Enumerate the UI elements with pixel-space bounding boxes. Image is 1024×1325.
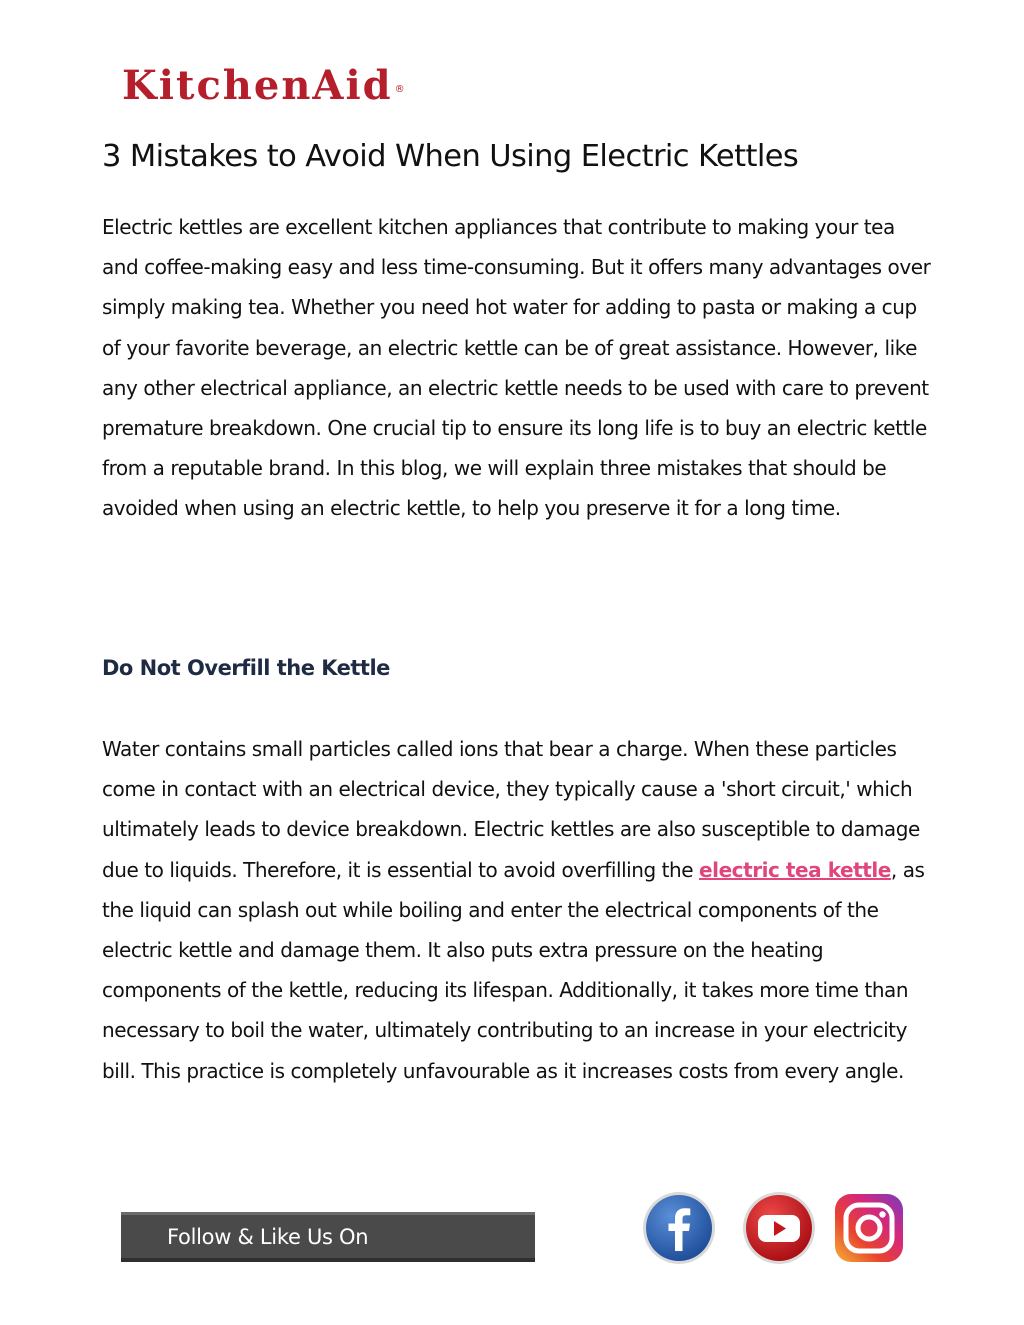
section-heading-overfill: Do Not Overfill the Kettle [102, 656, 390, 680]
body-text-before-link: Water contains small particles called ions that bear a charge. When these particles come in contact with an electrical device, they typically cause a 'short circuit,' which ultimately leads to device breakdown. Electric kettles are also susceptible to damage due to liquids. Therefore, it is essential to avoid overfilling the [102, 737, 920, 882]
body-text-after-link: , as the liquid can splash out while boiling and enter the electrical components of the electric kettle and damage them. It also puts extra pressure on the heating components of the kettle, reducing its lifespan. Additionally, it takes more time than necessary to boil the water, ultimately contributing to an increase in your electricity bill. This practice is completely unfavourable as it increases costs from every angle. [102, 857, 925, 1083]
instagram-button[interactable] [831, 1190, 907, 1266]
page-title: 3 Mistakes to Avoid When Using Electric Kettles [102, 139, 799, 174]
registered-mark: ® [394, 84, 405, 95]
youtube-icon [741, 1190, 817, 1266]
brand-name: KitchenAid [122, 62, 393, 109]
facebook-icon [641, 1190, 717, 1266]
section-body-overfill [102, 729, 932, 1091]
intro-paragraph: Electric kettles are excellent kitchen appliances that contribute to making your tea and coffee-making easy and less time-consuming. But it offers many advantages over simply making tea. Whether you need hot water for adding to pasta or making a cup of your favorite beverage, an electric kettle can be of great assistance. However, like any other electrical appliance, an electric kettle needs to be used with care to prevent premature breakdown. One crucial tip to ensure its long life is to buy an electric kettle from a reputable brand. In this blog, we will explain three mistakes that should be avoided when using an electric kettle, to help you preserve it for a long time. [102, 215, 931, 521]
facebook-button[interactable] [641, 1190, 717, 1266]
instagram-icon [831, 1190, 907, 1266]
follow-us-banner: Follow & Like Us On [121, 1212, 535, 1262]
youtube-button[interactable] [741, 1190, 817, 1266]
kitchenaid-logo [122, 62, 405, 110]
electric-tea-kettle-link[interactable]: electric tea kettle [699, 857, 891, 882]
